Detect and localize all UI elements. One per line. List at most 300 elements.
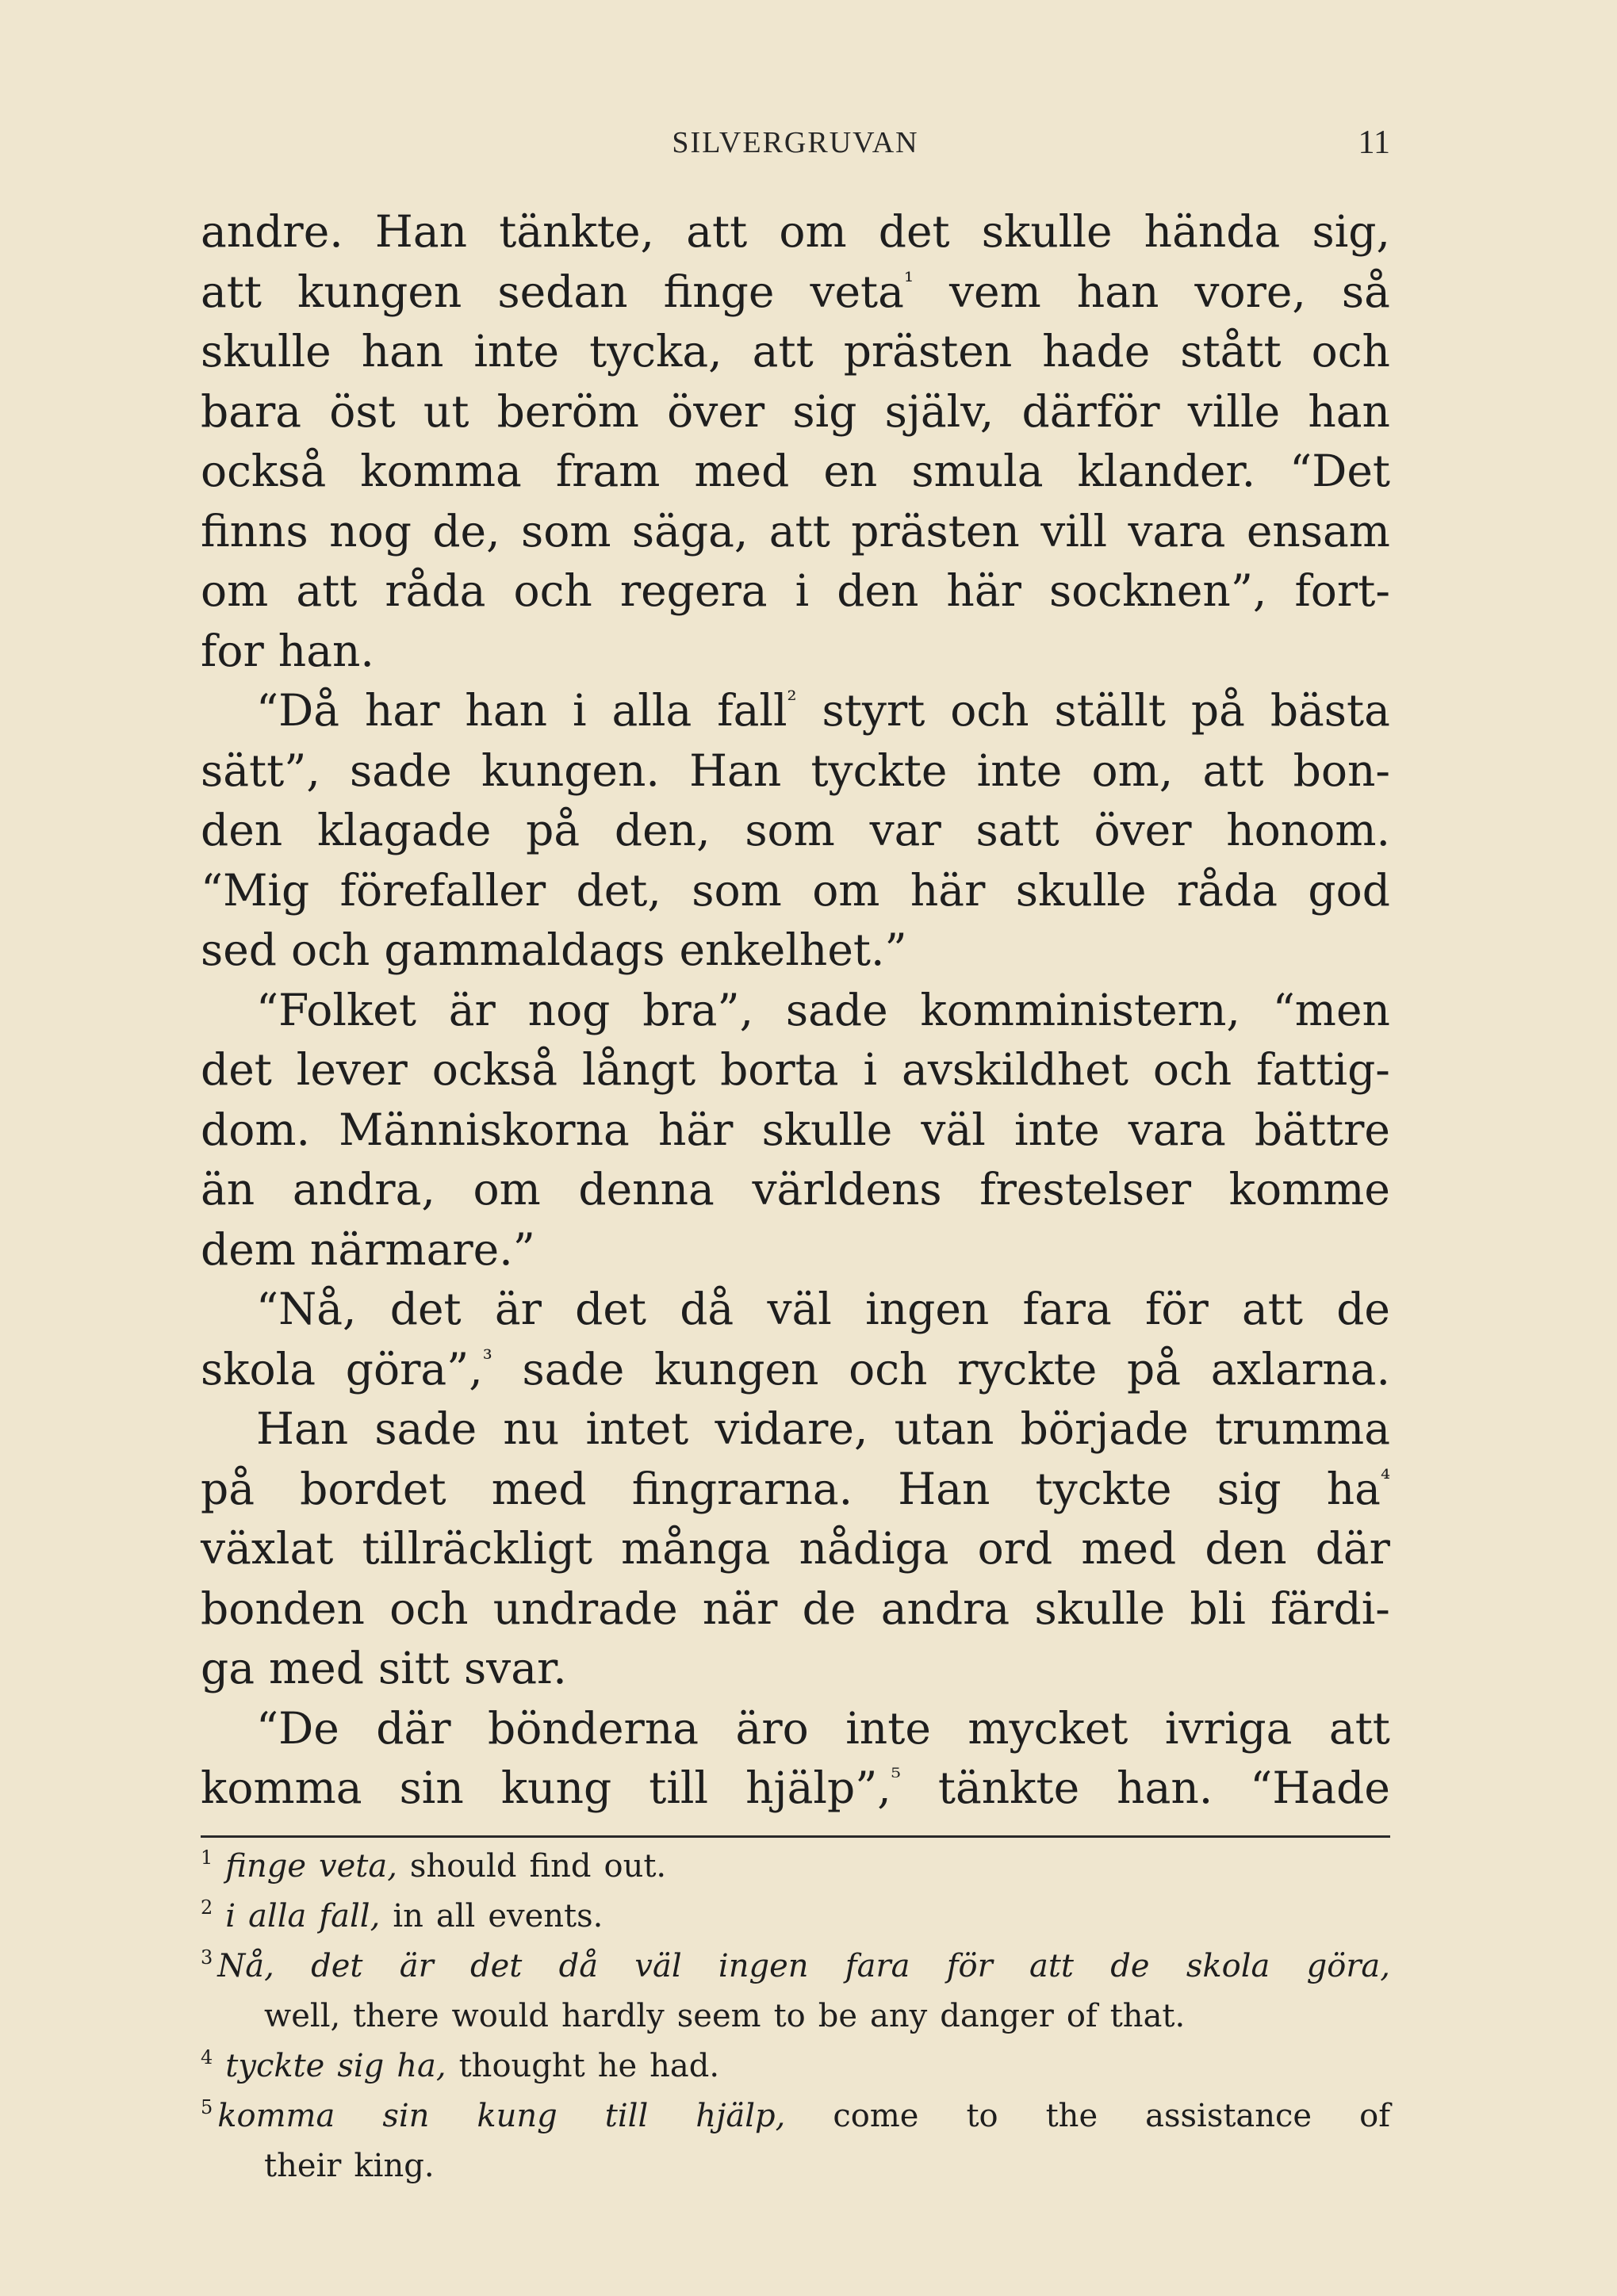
word: en: [823, 446, 878, 496]
page-number: 11: [1358, 124, 1390, 161]
word: tycka,: [589, 326, 722, 377]
word: och: [849, 1343, 928, 1395]
footnote-phrase-word: kung: [477, 2098, 558, 2134]
word: att: [1241, 1284, 1303, 1334]
word: växlat: [201, 1523, 334, 1574]
word: är: [494, 1284, 542, 1334]
word: ensam: [1246, 505, 1390, 557]
footnote-gloss-word: be: [818, 1998, 857, 2034]
word: sed: [201, 924, 277, 975]
word: Han: [256, 1403, 349, 1454]
footnote-phrase-word: hjälp,: [695, 2098, 786, 2134]
word: det: [878, 206, 950, 257]
text-line: [201, 681, 1390, 741]
word: de: [1336, 1284, 1390, 1334]
word: att: [201, 266, 262, 317]
word: trumma: [1215, 1403, 1390, 1454]
word: ord: [977, 1523, 1053, 1574]
footnote-gloss-word: all: [435, 1898, 476, 1934]
word: över: [667, 385, 765, 437]
word: vara: [1128, 505, 1226, 557]
word: i: [863, 1044, 878, 1095]
word: hade: [1042, 326, 1151, 377]
footnote-gloss-word: of: [1066, 1998, 1098, 2034]
footnote-gloss-word: events.: [488, 1898, 604, 1934]
word: sade: [522, 1343, 625, 1395]
footnote-gloss-word: to: [773, 1998, 806, 2034]
word: han: [465, 685, 548, 736]
word: de: [802, 1582, 856, 1634]
word: ut: [423, 385, 469, 437]
word: i: [572, 685, 587, 736]
word: tänkte: [937, 1762, 1080, 1813]
word: världens: [752, 1164, 942, 1215]
running-title: SILVERGRUVAN: [672, 126, 919, 159]
word: komministern,: [920, 984, 1240, 1035]
footnote-ref: ¹: [903, 267, 914, 296]
word: väl: [921, 1104, 986, 1155]
footnote-number-phrase: $^2$ i: [201, 1896, 236, 1934]
word: att: [768, 505, 830, 557]
word: dem: [201, 1223, 296, 1275]
word: många: [621, 1523, 771, 1574]
word: “Nå,: [256, 1284, 357, 1334]
word: inte: [1014, 1104, 1100, 1155]
word: där: [1315, 1523, 1390, 1574]
word: beröm: [496, 385, 639, 437]
footnote-gloss-word: in: [393, 1898, 423, 1934]
word: på: [201, 1463, 255, 1514]
word: “Mig: [201, 864, 310, 916]
word: andre.: [201, 206, 343, 257]
word: finge: [663, 266, 775, 317]
footnote-gloss-word: come: [833, 2098, 919, 2134]
footnote-phrase-word: veta,: [319, 1848, 397, 1885]
footnote-phrase-word: det: [311, 1948, 363, 1984]
word: nog: [527, 984, 611, 1035]
word: regera: [619, 565, 768, 616]
word: bonden: [201, 1582, 365, 1634]
word: komma: [201, 1762, 362, 1813]
word: de,: [432, 505, 500, 557]
word: mycket: [968, 1702, 1128, 1754]
word: äro: [735, 1702, 809, 1754]
text-line: [201, 442, 1390, 502]
word: andra,: [292, 1164, 435, 1215]
word: att: [752, 326, 814, 377]
word: Människorna: [339, 1104, 630, 1155]
word: på: [1190, 685, 1245, 736]
word: skulle: [201, 326, 331, 377]
word: med: [491, 1463, 587, 1514]
text-line: [201, 1220, 1390, 1280]
word: vem: [948, 266, 1041, 317]
word: god: [1308, 864, 1390, 916]
word: han.: [278, 625, 374, 676]
word: sade: [374, 1403, 477, 1454]
word: den: [201, 805, 283, 855]
word: axlarna.: [1210, 1343, 1390, 1395]
word: att: [686, 206, 748, 257]
text-line: [201, 1160, 1390, 1220]
word: och: [290, 924, 370, 975]
footnote-phrase-word: ingen: [718, 1948, 809, 1984]
word: Han: [689, 744, 782, 796]
word: tyckte: [810, 744, 948, 796]
word: for: [201, 625, 264, 676]
word: långt: [582, 1044, 696, 1095]
word: $ha^{^4}$: [1326, 1463, 1390, 1514]
word: ville: [1187, 385, 1281, 437]
word: i: [795, 565, 810, 616]
footnote-number: 3: [201, 1946, 213, 1969]
word: inte: [845, 1702, 931, 1754]
footnote-number-phrase: $^1$ finge: [201, 1846, 306, 1885]
word: än: [201, 1164, 255, 1215]
word: har: [364, 685, 440, 736]
word: om: [473, 1164, 541, 1215]
footnote-gloss-word: any: [870, 1998, 928, 2034]
text-line: [201, 622, 1390, 682]
word: bli: [1190, 1582, 1246, 1634]
text-line: [201, 1519, 1390, 1579]
word: “De: [256, 1702, 339, 1754]
footnote-phrase-word: väl: [634, 1948, 682, 1984]
footnote-gloss-word: hardly: [561, 1998, 665, 2034]
word: kungen.: [481, 744, 660, 796]
word: är: [448, 984, 496, 1035]
word: andra: [880, 1582, 1010, 1634]
footnote-phrase-word: sig: [337, 2048, 385, 2084]
word: skola: [201, 1343, 316, 1395]
word: vidare,: [715, 1403, 868, 1454]
word: det: [389, 1284, 462, 1334]
word: det,: [576, 864, 661, 916]
word: bara: [201, 385, 302, 437]
word: nog: [329, 505, 412, 557]
word: och: [389, 1582, 469, 1634]
footnote-ref: ⁵: [891, 1764, 901, 1792]
footnote-gloss-word: that.: [1109, 1998, 1186, 2034]
word: honom.: [1226, 805, 1390, 855]
word: och: [1152, 1044, 1232, 1095]
word: sedan: [497, 266, 628, 317]
word: själv,: [884, 385, 994, 437]
footnote-phrase-word: ha,: [397, 2048, 446, 2084]
footnote-number-phrase: $^4$ tyckte: [201, 2046, 325, 2084]
word: började: [1020, 1403, 1189, 1454]
footnote-gloss-word: he: [597, 2048, 638, 2084]
word: “Det: [1289, 446, 1390, 496]
footnote-phrase-word: det: [470, 1948, 523, 1984]
word: så: [1341, 266, 1390, 317]
word: bättre: [1254, 1104, 1390, 1155]
word: kung: [500, 1762, 612, 1813]
word: Han: [898, 1463, 991, 1514]
word: Han: [374, 206, 468, 257]
word: fingrarna.: [631, 1463, 853, 1514]
footnote-line: [201, 1992, 1390, 2042]
word: denna: [578, 1164, 715, 1215]
word: fattig-: [1256, 1044, 1390, 1095]
footnote-line: [201, 2091, 1390, 2141]
word: alla: [611, 685, 692, 736]
word: borta: [720, 1044, 839, 1095]
word: lever: [296, 1044, 408, 1095]
word: förefaller: [339, 864, 546, 916]
footnote-gloss-word: king.: [354, 2148, 435, 2184]
text-line: [201, 1100, 1390, 1161]
text-line: [201, 1040, 1390, 1100]
word: färdi-: [1270, 1582, 1390, 1634]
word: råda: [385, 565, 486, 616]
word: om,: [1091, 744, 1174, 796]
text-line: [201, 1460, 1390, 1520]
footnote-gloss-word: danger: [940, 1998, 1054, 2034]
word: på: [1127, 1343, 1182, 1395]
word: bordet: [300, 1463, 446, 1514]
word: vara: [1128, 1104, 1226, 1155]
word: “Folket: [256, 984, 416, 1035]
text-line: [201, 322, 1390, 382]
word: öst: [329, 385, 396, 437]
word: styrt: [822, 685, 925, 736]
footnote-gloss-word: out.: [604, 1848, 667, 1885]
word: sig: [792, 385, 857, 437]
footnote-number: 4: [201, 2046, 213, 2068]
word: när: [702, 1582, 778, 1634]
word: sig: [1217, 1463, 1282, 1514]
footnote-gloss-word: should: [409, 1848, 517, 1885]
word: klander.: [1077, 446, 1256, 496]
footnote-phrase-word: alla: [248, 1898, 307, 1934]
word: bon-: [1293, 744, 1390, 796]
word: med: [269, 1643, 364, 1693]
word: tänkte,: [499, 206, 655, 257]
text-line: [201, 1340, 1390, 1400]
word: sade: [785, 984, 888, 1035]
word: han: [1308, 385, 1390, 437]
word: var: [869, 805, 941, 855]
word: sitt: [377, 1643, 450, 1693]
footnote-line: [201, 1892, 1390, 1942]
word: sin: [399, 1762, 464, 1813]
word: och: [950, 685, 1029, 736]
word: om: [779, 206, 847, 257]
footnote-phrase-word: att: [1029, 1948, 1074, 1984]
text-line: [201, 382, 1390, 442]
text-line: [201, 741, 1390, 802]
word: tyckte: [1035, 1463, 1172, 1514]
word: inte: [473, 326, 560, 377]
word: här: [946, 565, 1021, 616]
word: svar.: [463, 1643, 567, 1693]
word: kungen: [654, 1343, 819, 1395]
word: den: [837, 565, 919, 616]
word: för: [1144, 1284, 1209, 1334]
footnote-gloss-word: had.: [649, 2048, 720, 2084]
footnote-phrase-word: skola: [1186, 1948, 1270, 1984]
footnote-number: 1: [201, 1846, 213, 1869]
word: nu: [503, 1403, 560, 1454]
word: ryckte: [957, 1343, 1098, 1395]
word: smula: [911, 446, 1044, 496]
word: “Då: [256, 685, 340, 736]
footnote-gloss-word: there: [353, 1998, 439, 2034]
footnote-line: [201, 2141, 1390, 2191]
word: skulle: [981, 206, 1113, 257]
word: att: [1202, 744, 1264, 796]
word: satt: [975, 805, 1059, 855]
footnote-phrase-word: då: [558, 1948, 599, 1984]
word: som: [520, 505, 611, 557]
footnote-phrase-word: göra,: [1306, 1948, 1390, 1984]
footnote-phrase-word: sin: [382, 2098, 430, 2134]
word: därför: [1021, 385, 1160, 437]
text-line: [201, 561, 1390, 622]
word: och: [1311, 326, 1390, 377]
word: socknen”,: [1048, 565, 1267, 616]
word: klagade: [316, 805, 492, 855]
word: tillräckligt: [362, 1523, 593, 1574]
footnote-phrase-word: fara: [845, 1948, 910, 1984]
word: stått: [1180, 326, 1282, 377]
word: sade: [350, 744, 452, 796]
word: hända: [1144, 206, 1281, 257]
word: vore,: [1194, 266, 1306, 317]
word: frestelser: [979, 1164, 1191, 1215]
word: skulle: [1015, 864, 1147, 916]
footnote-phrase-word: till: [604, 2098, 649, 2134]
word: hjälp”,$^{^5}$: [745, 1762, 901, 1813]
word: sig,: [1312, 206, 1390, 257]
word: med: [1081, 1523, 1177, 1574]
word: enkelhet.”: [679, 924, 907, 975]
footnote-phrase-word: fall,: [319, 1898, 381, 1934]
word: också: [431, 1044, 558, 1095]
word: sätt”,: [201, 744, 320, 796]
word: på: [526, 805, 581, 855]
footnote-gloss-word: their: [264, 2148, 342, 2184]
word: ga: [201, 1643, 255, 1693]
footnote-gloss-word: seem: [676, 1998, 761, 2034]
word: över: [1094, 805, 1192, 855]
footnote-ref: ²: [787, 687, 797, 714]
word: ställt: [1054, 685, 1166, 736]
word: komme: [1228, 1164, 1390, 1215]
text-line: [201, 1699, 1390, 1759]
word: prästen: [851, 505, 1020, 557]
footnote-phrase-word: de: [1110, 1948, 1150, 1984]
text-line: [201, 1758, 1390, 1819]
word: med: [694, 446, 790, 496]
word: kungen: [297, 266, 462, 317]
word: närmare.”: [309, 1223, 535, 1275]
word: om: [812, 864, 880, 916]
word: där: [376, 1702, 451, 1754]
word: nådiga: [799, 1523, 949, 1574]
text-line: [201, 1579, 1390, 1640]
word: “men: [1272, 984, 1390, 1035]
word: intet: [585, 1403, 689, 1454]
footnote-gloss-word: assistance: [1145, 2098, 1312, 2134]
text-line: [201, 981, 1390, 1041]
footnote-gloss-word: would: [451, 1998, 550, 2034]
word: prästen: [843, 326, 1013, 377]
word: den,: [614, 805, 711, 855]
word: han: [361, 326, 444, 377]
word: det: [575, 1284, 646, 1334]
word: veta$^{^1}$: [810, 266, 914, 317]
footnote-number: 5: [201, 2096, 213, 2118]
word: inte: [976, 744, 1063, 796]
word: bästa: [1270, 685, 1390, 736]
word: till: [649, 1762, 709, 1813]
word: fort-: [1294, 565, 1390, 616]
text-line: [201, 202, 1390, 262]
footnote-number: 2: [201, 1896, 213, 1919]
word: komma: [360, 446, 522, 496]
footnote-ref: ³: [482, 1345, 492, 1373]
word: göra”,$^{^3}$: [345, 1343, 492, 1395]
word: råda: [1176, 864, 1278, 916]
footnote-gloss-word: find: [529, 1848, 592, 1885]
footnote-phrase-word: för: [946, 1948, 993, 1984]
text-line: [201, 1639, 1390, 1699]
footnote-gloss-word: to: [966, 2098, 998, 2134]
word: ivriga: [1164, 1702, 1293, 1754]
footnote-line: [201, 1942, 1390, 1992]
text-line: [201, 801, 1390, 861]
word: finns: [201, 505, 308, 557]
word: säga,: [631, 505, 749, 557]
word: han.: [1117, 1762, 1213, 1813]
word: fara: [1022, 1284, 1112, 1334]
word: dom.: [201, 1104, 310, 1155]
word: fall$^{^2}$: [717, 685, 797, 736]
word: undrade: [492, 1582, 678, 1634]
footnote-ref: ⁴: [1380, 1464, 1390, 1493]
footnote-number-phrase: $^3$ Nå,: [201, 1946, 274, 1984]
word: avskildhet: [902, 1044, 1128, 1095]
footnote-phrase-word: är: [399, 1948, 434, 1984]
word: skulle: [1034, 1582, 1166, 1634]
footnote-number-phrase: $^5$ komma: [201, 2096, 335, 2134]
word: här: [910, 864, 986, 916]
word: att: [1328, 1702, 1390, 1754]
word: som: [745, 805, 835, 855]
footnote-line: [201, 1842, 1390, 1892]
body-text: [201, 202, 1390, 1819]
word: gammaldags: [384, 924, 665, 975]
word: att: [296, 565, 358, 616]
word: den: [1205, 1523, 1287, 1574]
text-line: [201, 1399, 1390, 1460]
running-head: [201, 123, 1390, 163]
word: utan: [894, 1403, 994, 1454]
text-line: [201, 1280, 1390, 1340]
word: skulle: [761, 1104, 893, 1155]
footnote-gloss-word: well,: [264, 1998, 341, 2034]
footnote-gloss-word: thought: [458, 2048, 585, 2084]
word: också: [201, 446, 327, 496]
footnotes: [201, 1842, 1390, 2191]
word: då: [680, 1284, 734, 1334]
footnote-rule: [201, 1835, 1390, 1838]
word: han: [1076, 266, 1159, 317]
word: och: [513, 565, 592, 616]
word: om: [201, 565, 269, 616]
